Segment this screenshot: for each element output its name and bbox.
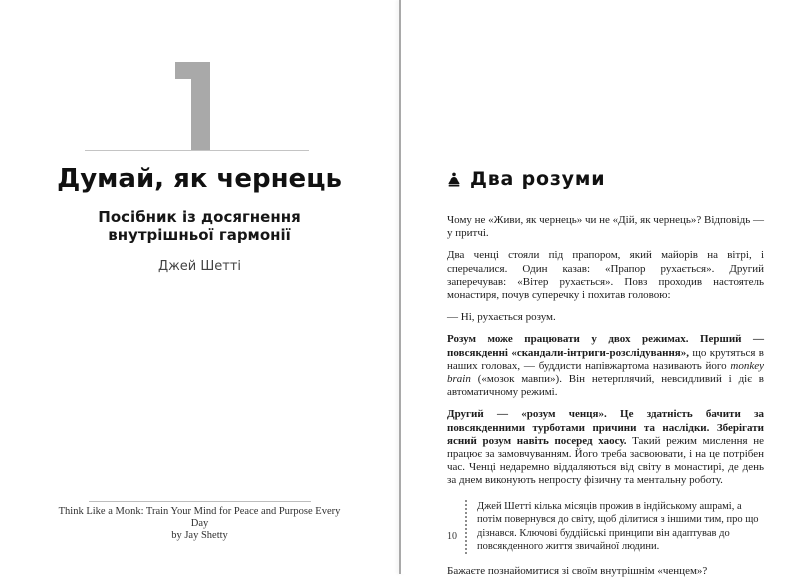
text-run: Розум може працювати у двох режимах. Перший — повсякденні «скандали-інтриги-розслідування», — [447, 333, 764, 359]
chapter-number-shape — [175, 62, 211, 150]
original-title-block — [55, 501, 345, 542]
text-run: що крутяться в наших головах, — буддисти напівжартома називають його — [447, 346, 764, 372]
page-number: 10 — [447, 531, 457, 542]
closing-question: Бажаєте познайомитися зі своїм внутрішнім «ченцем»? — [447, 564, 708, 577]
left-page — [0, 0, 399, 574]
book-subtitle — [0, 209, 399, 244]
text-run: («мозок мавпи»). Він нетерплячий, невсидливий і діє в автоматичному режимі. — [447, 373, 764, 399]
right-page — [401, 0, 800, 577]
text-run: Чому не «Живи, як чернець» чи не «Дій, як чернець»? Відповідь — у притчі. — [447, 214, 764, 240]
book-subtitle-line1: Посібник із досягнення — [98, 208, 301, 226]
text-run: Другий — «розум ченця». Це здатність бачити за повсякденними турботами причини та наслідки. Зберігати ясний розум навіть посеред хаосу. — [447, 408, 764, 447]
book-subtitle-line2: внутрішньої гармонії — [108, 225, 291, 244]
chapter-number — [211, 62, 212, 63]
side-note — [465, 500, 764, 554]
side-note-text: Джей Шетті кілька місяців прожив в індійському ашрамі, а потім повернувся до світу, щоб ділитися з іншими тим, про що дізнався. Ключові буддійські принципи він адаптував до повсякденного життя звичайної людини. — [477, 500, 759, 553]
paragraph — [447, 311, 764, 324]
book-author: Джей Шетті — [157, 259, 242, 274]
text-run: Такий режим мислення не працює за замовчуванням. Його треба засвоювати, і на це потрібен час. Ченці недаремно віддаляються від світу в монастирі, де день за днем виконують непросту фізичну та ментальну роботу. — [447, 434, 764, 487]
original-title-line2: by Jay Shetty — [171, 530, 228, 541]
book-title: Думай, як чернець — [57, 164, 342, 194]
text-run: monkey brain — [447, 359, 764, 386]
meditating-monk-icon — [447, 172, 461, 187]
section-heading — [447, 168, 764, 190]
paragraph — [447, 408, 764, 487]
source-divider — [89, 501, 311, 502]
original-title-line1: Think Like a Monk: Train Your Mind for Peace and Purpose Every Day — [58, 506, 341, 529]
paragraph — [447, 333, 764, 399]
paragraph — [447, 214, 764, 240]
text-run: — Ні, рухається розум. — [447, 311, 556, 324]
text-run: Два ченці стояли під прапором, який майорів на вітрі, і сперечалися. Один казав: «Прапор рухається». Другий заперечував: «Вітер рухається». Повз проходив настоятель монастиря, почув суперечку і похитав головою: — [447, 249, 764, 302]
body-paragraphs — [447, 214, 764, 488]
chapter-number-graphic — [175, 62, 211, 150]
title-divider — [85, 150, 309, 151]
section-heading-label: Два розуми — [470, 168, 606, 190]
paragraph — [447, 249, 764, 302]
